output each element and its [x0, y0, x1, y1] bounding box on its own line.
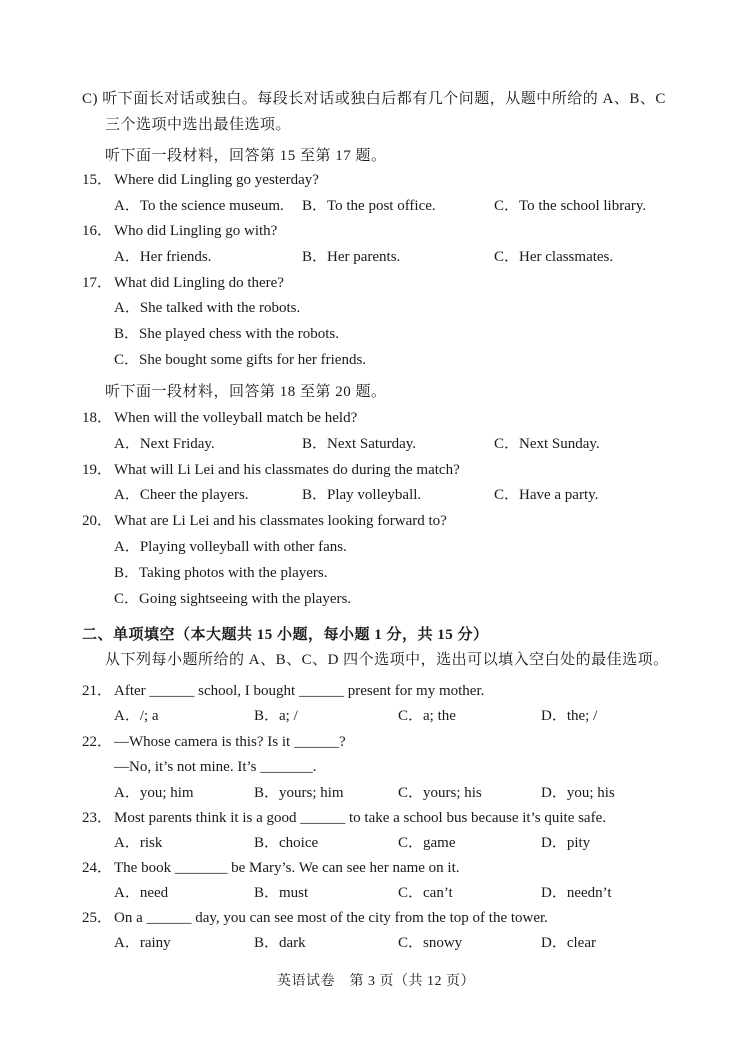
question-text: When will the volleyball match be held?: [114, 410, 358, 426]
option-b: B．must: [254, 885, 309, 901]
option-b: B．a; /: [254, 708, 298, 724]
question-text: What are Li Lei and his classmates looking forward to?: [114, 513, 447, 529]
option-a: A．risk: [114, 835, 163, 851]
option-a: A．To the science museum.: [114, 198, 284, 214]
option-d: D．the; /: [541, 708, 598, 724]
question-text: What did Lingling do there?: [114, 275, 284, 291]
option-c: C．Her classmates.: [494, 249, 614, 265]
question-number: 20．: [82, 513, 113, 529]
question-number: 21．: [82, 683, 113, 699]
question-number: 17．: [82, 275, 113, 291]
question-number: 25．: [82, 910, 113, 926]
option-a: A．you; him: [114, 785, 194, 801]
option-a: A．Her friends.: [114, 249, 212, 265]
option-b: B．Next Saturday.: [302, 436, 417, 452]
option-a: A．/; a: [114, 708, 159, 724]
group1-note: 听下面一段材料，回答第 15 至第 17 题。: [105, 148, 387, 164]
question-number: 19．: [82, 462, 113, 478]
option-c: C．Next Sunday.: [494, 436, 600, 452]
question-text: Who did Lingling go with?: [114, 223, 278, 239]
question-text: After ______ school, I bought ______ present for my mother.: [114, 683, 485, 699]
option-a: A．rainy: [114, 935, 171, 951]
option-c: C．can’t: [398, 885, 453, 901]
question-text: On a ______ day, you can see most of the city from the top of the tower.: [114, 910, 548, 926]
question-text: The book _______ be Mary’s. We can see her name on it.: [114, 860, 460, 876]
question-text-line2: —No, it’s not mine. It’s _______.: [114, 759, 317, 775]
option-b: B．Play volleyball.: [302, 487, 422, 503]
option-d: D．pity: [541, 835, 591, 851]
option-c: C．game: [398, 835, 456, 851]
group2-note: 听下面一段材料，回答第 18 至第 20 题。: [105, 384, 387, 400]
option-c: C．yours; his: [398, 785, 482, 801]
option-c: C．Have a party.: [494, 487, 599, 503]
option-a: A．Playing volleyball with other fans.: [114, 539, 347, 555]
section-c-intro-line2: 三个选项中选出最佳选项。: [105, 117, 292, 133]
option-c: C．To the school library.: [494, 198, 647, 214]
question-text: What will Li Lei and his classmates do during the match?: [114, 462, 460, 478]
option-a: A．Cheer the players.: [114, 487, 249, 503]
question-number: 16．: [82, 223, 113, 239]
option-a: A．She talked with the robots.: [114, 300, 301, 316]
option-b: B．Taking photos with the players.: [114, 565, 328, 581]
option-c: C．a; the: [398, 708, 456, 724]
option-b: B．choice: [254, 835, 319, 851]
option-c: C．snowy: [398, 935, 463, 951]
page-footer: 英语试卷 第 3 页（共 12 页）: [277, 974, 475, 989]
option-b: B．yours; him: [254, 785, 344, 801]
section2-instruction: 从下列每小题所给的 A、B、C、D 四个选项中，选出可以填入空白处的最佳选项。: [105, 652, 669, 668]
question-number: 23．: [82, 810, 113, 826]
option-b: B．To the post office.: [302, 198, 436, 214]
option-b: B．She played chess with the robots.: [114, 326, 339, 342]
option-a: A．need: [114, 885, 169, 901]
question-text: —Whose camera is this? Is it ______?: [114, 734, 346, 750]
question-number: 18．: [82, 410, 113, 426]
option-d: D．clear: [541, 935, 596, 951]
question-number: 15．: [82, 172, 113, 188]
question-number: 24．: [82, 860, 113, 876]
section2-heading: 二、单项填空（本大题共 15 小题，每小题 1 分，共 15 分）: [82, 627, 489, 643]
question-text: Where did Lingling go yesterday?: [114, 172, 319, 188]
question-text: Most parents think it is a good ______ to take a school bus because it’s quite safe.: [114, 810, 606, 826]
option-b: B．Her parents.: [302, 249, 401, 265]
section-c-intro-line1: C) 听下面长对话或独白。每段长对话或独白后都有几个问题，从题中所给的 A、B、C: [82, 91, 666, 107]
option-c: C．Going sightseeing with the players.: [114, 591, 352, 607]
option-a: A．Next Friday.: [114, 436, 215, 452]
option-d: D．you; his: [541, 785, 615, 801]
question-number: 22．: [82, 734, 113, 750]
option-b: B．dark: [254, 935, 306, 951]
option-c: C．She bought some gifts for her friends.: [114, 352, 367, 368]
option-d: D．needn’t: [541, 885, 612, 901]
